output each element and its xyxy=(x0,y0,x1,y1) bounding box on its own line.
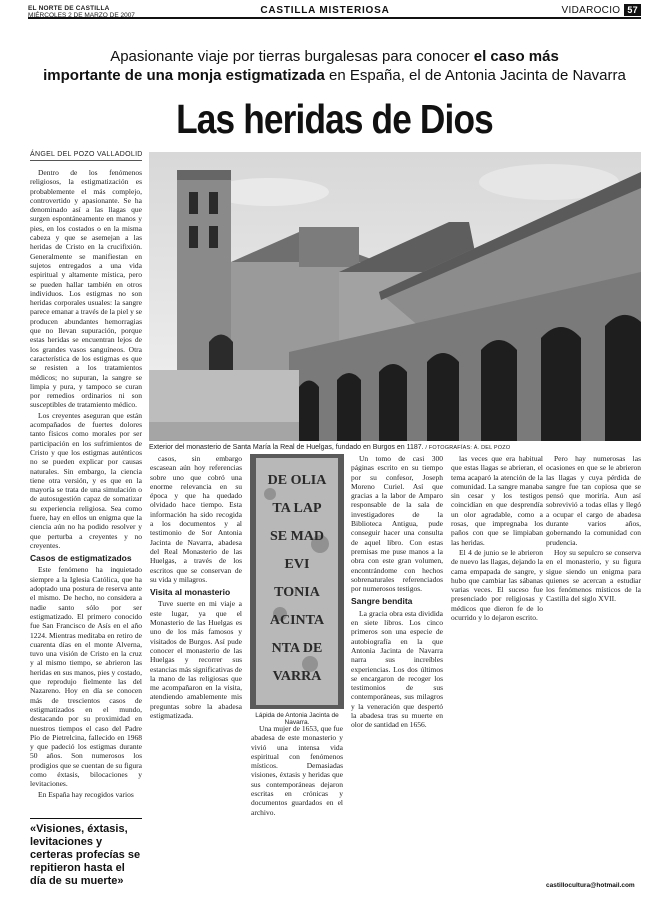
paragraph: casos, sin embargo escasean aún hoy referencias sobre uno que cobró una enorme relevancia en su época y que ha quedado olvidado hace tiempo. Esta información ha sido recogida a los documentos y al testimonio de Sor Antonia Jacinta de Navarra, abadesa del Real Monasterio de las Huelgas, a través de los escritos que se conservan de su vida y milagros. xyxy=(150,454,242,584)
stone-line: EVI xyxy=(284,557,310,572)
tombstone-illustration xyxy=(250,454,344,709)
stone-line: TONIA xyxy=(274,585,320,600)
article-column-1 xyxy=(30,168,142,811)
author-email[interactable]: castillocultura@hotmail.com xyxy=(546,882,635,889)
page-number: 57 xyxy=(624,4,641,16)
article-column-5 xyxy=(451,454,543,894)
subheading: Casos de estigmatizados xyxy=(30,553,132,564)
paragraph: Una mujer de 1653, que fue abadesa de este monasterio y vivió una intensa vida espiritual con fenómenos místicos. Demasiadas visiones, éxtasis y heridas que sus contemporáneas dejaron escritas en crónicas y documentos guardados en el archivo. xyxy=(251,724,343,817)
byline: ÁNGEL DEL POZO VALLADOLID xyxy=(30,151,143,158)
byline-rule xyxy=(30,160,142,161)
paragraph: Un tomo de casi 300 páginas escrito en su tiempo por su confesor, Joseph Moreno Curiel. Así que gracias a la labor de Amparo responsable de la sala de investigadores de la Biblioteca Antigua, pude conseguir hacer una consulta de aquel libro. Con estas premisas me puse manos a la obra con este gran volumen, encontrándome con hechos sobrenaturales referenciados por numerosos testigos. xyxy=(351,454,443,594)
stone-line: ACINTA xyxy=(269,613,325,628)
kicker-line-2 xyxy=(28,66,641,85)
publication-date: MIÉRCOLES 2 DE MARZO DE 2007 xyxy=(28,12,135,19)
stone-line: TA LAP xyxy=(272,501,322,516)
paragraph: Este fenómeno ha inquietado siempre a la Iglesia Católica, que ha adoptado una postura de reserva ante el mismo. De hecho, no considera a nadie santo sólo por ser estigmatizado. El primero conocido fue San Francisco de Asís en el año 1224. Mientras meditaba en retiro de cuarenta días en el monte Alverna, tuvo una visión de Cristo en la cruz y al mismo tiempo, se abrieron las heridas en sus manos, pies y costado, que reprodujo fielmente las del Nazareno. Hoy en día se conocen más de trescientos casos de estigmatizados en el mundo, destacando por su proximidad en nuestros tiempos el caso del Padre Pío de Pietrelcina, fallecido en 1968 y que padeció los estigmas durante 50 años. Son numerosos los prodigios que se cuentan de su figura como éxtasis, bilocaciones y levitaciones. xyxy=(30,565,142,789)
stone-line: SE MAD xyxy=(269,529,325,544)
kicker-line-1-a: Apasionante viaje por tierras burgalesas para conocer xyxy=(110,48,474,65)
kicker-line-1 xyxy=(28,47,641,66)
paragraph: Pero hay numerosas las ocasiones en que se le abrieron las llagas y cuya pérdida de sangre fue tan copiosa que se pensó que moriría. Aun así sobrevivió a todas ellas y llegó a ocupar el cargo de abadesa durante varios años, gobernando la comunidad con prudencia. xyxy=(546,454,641,547)
header-rule xyxy=(28,17,641,19)
tombstone-caption: Lápida de Antonia Jacinta de Navarra. xyxy=(255,712,339,726)
stone-line: DE OLIA xyxy=(267,473,327,488)
paragraph: las veces que era habitual que estas llagas se abrieran, el tema acaparó la atención de la comunidad. La sangre manaba sin cesar y los testigos coincidían en que desprendía un olor agradable, como a rosas, que impregnaba los paños con que se limpiaban las heridas. xyxy=(451,454,543,547)
article-column-4 xyxy=(351,454,443,894)
supplement-name: VIDAROCIO xyxy=(561,4,621,16)
article-column-6 xyxy=(546,454,641,894)
stone-line: NTA DE xyxy=(271,641,323,656)
article-column-2 xyxy=(150,454,242,894)
monastery-photo xyxy=(149,152,641,441)
paragraph: Dentro de los fenómenos religiosos, la estigmatización es probablemente el más complejo, controvertido y apasionante. Se ha denominado así a las llagas que surgen espontáneamente en manos y pies, en los costados o en la misma cabeza y que se asemejan a las heridas de Cristo en la crucifixión. Generalmente se manifiestan en sujetos entregados a una vida espiritual y altamente mística, pero se pueden hallar también en otros individuos. Los estigmas no son heridas corporales usuales: la sangre parece emanar a través de la piel y se producen abundantes hemorragias que no llevan supuración, porque estas heridas se encuentran lejos de los grandes vasos sanguíneos. Otra característica de los estigmas es que se resisten a los tratamientos médicos; no supuran, la sangre se limpia y pura, y tampoco se curan por remedios ordinarios ni son susceptibles de tratamiento médico. xyxy=(30,168,142,410)
photo-credit: / FOTOGRAFÍAS: Á. DEL POZO xyxy=(423,445,511,451)
stone-line: VARRA xyxy=(272,669,322,684)
paragraph: El 4 de junio se le abrieron de nuevo las llagas, dejando la cama empapada de sangre, y hubo que cambiar las sábanas varias veces. El suceso fue presenciado por religiosas y médicos que dieron fe de lo ocurrido y lo dejaron escrito. xyxy=(451,547,543,623)
masthead-right xyxy=(562,4,641,16)
publication-name: EL NORTE DE CASTILLA xyxy=(28,5,110,12)
paragraph: La gracia obra esta divididа en siete libros. Los cinco primeros son una especie de autobiografía en la que Antonia Jacinta de Navarra narra sus increíbles experiencias. Los dos últimos se encargaron de recoger los testimonios de sus contemporáneas, sus milagros y la veneración que despertó la abadesa tras su muerte en olor de santidad en 1656. xyxy=(351,608,443,730)
photo-caption xyxy=(149,444,641,451)
kicker-line-2-b: en España, el de Antonia Jacinta de Navarra xyxy=(324,67,626,84)
subheading: Visita al monasterio xyxy=(150,587,231,598)
kicker xyxy=(28,47,641,85)
paragraph: Los creyentes aseguran que están acompañados de fuertes dolores tanto físicos como morales por ser participación en los sufrimientos de Cristo y que los estigmas auténticos no se pueden explicar por causas naturales. Sin embargo, la ciencia tiene otra versión, y es que en la mayoría se trata de una simulación o de autosugestión capaz de somatizar su experiencia religiosa. Sea como fuere, hay en ellos un enigma que la ciencia aún no ha podido resolver y que perturba a creyentes y no creyentes. xyxy=(30,410,142,550)
paragraph: En España hay recogidos varios xyxy=(38,789,134,799)
subheading: Sangre bendita xyxy=(351,596,413,607)
tombstone-photo xyxy=(250,454,344,709)
headline: Las heridas de Dios xyxy=(176,96,493,142)
section-title: CASTILLA MISTERIOSA xyxy=(260,5,390,16)
paragraph: Hoy su sepulcro se conserva en el monasterio, y su figura sigue siendo un enigma para quienes se acercan a estudiar los fenómenos místicos de la Castilla del siglo XVII. xyxy=(546,547,641,604)
pull-quote: «Visiones, éxtasis, levitaciones y certeras profecías se repitieron hasta el día de su muerte» xyxy=(30,818,142,888)
article-column-3 xyxy=(251,724,343,894)
monastery-illustration xyxy=(149,152,641,441)
photo-caption-text: Exterior del monasterio de Santa María la Real de Huelgas, fundado en Burgos en 1187. xyxy=(149,444,424,451)
paragraph: Tuve suerte en mi viaje a este lugar, ya que el Monasterio de las Huelgas es uno de los más famosos y visitados de Burgos. Así pude conocer el monasterio de las Huelgas y recorrer sus estancias más significativas de la mano de las religiosas que me acompañaron en la visita, atendiendo amablemente mis preguntas sobre la abadesa estigmatizada. xyxy=(150,599,242,721)
kicker-line-2-a: importante de una monja estigmatizada xyxy=(43,67,325,84)
kicker-line-1-b: el caso más xyxy=(473,48,559,65)
